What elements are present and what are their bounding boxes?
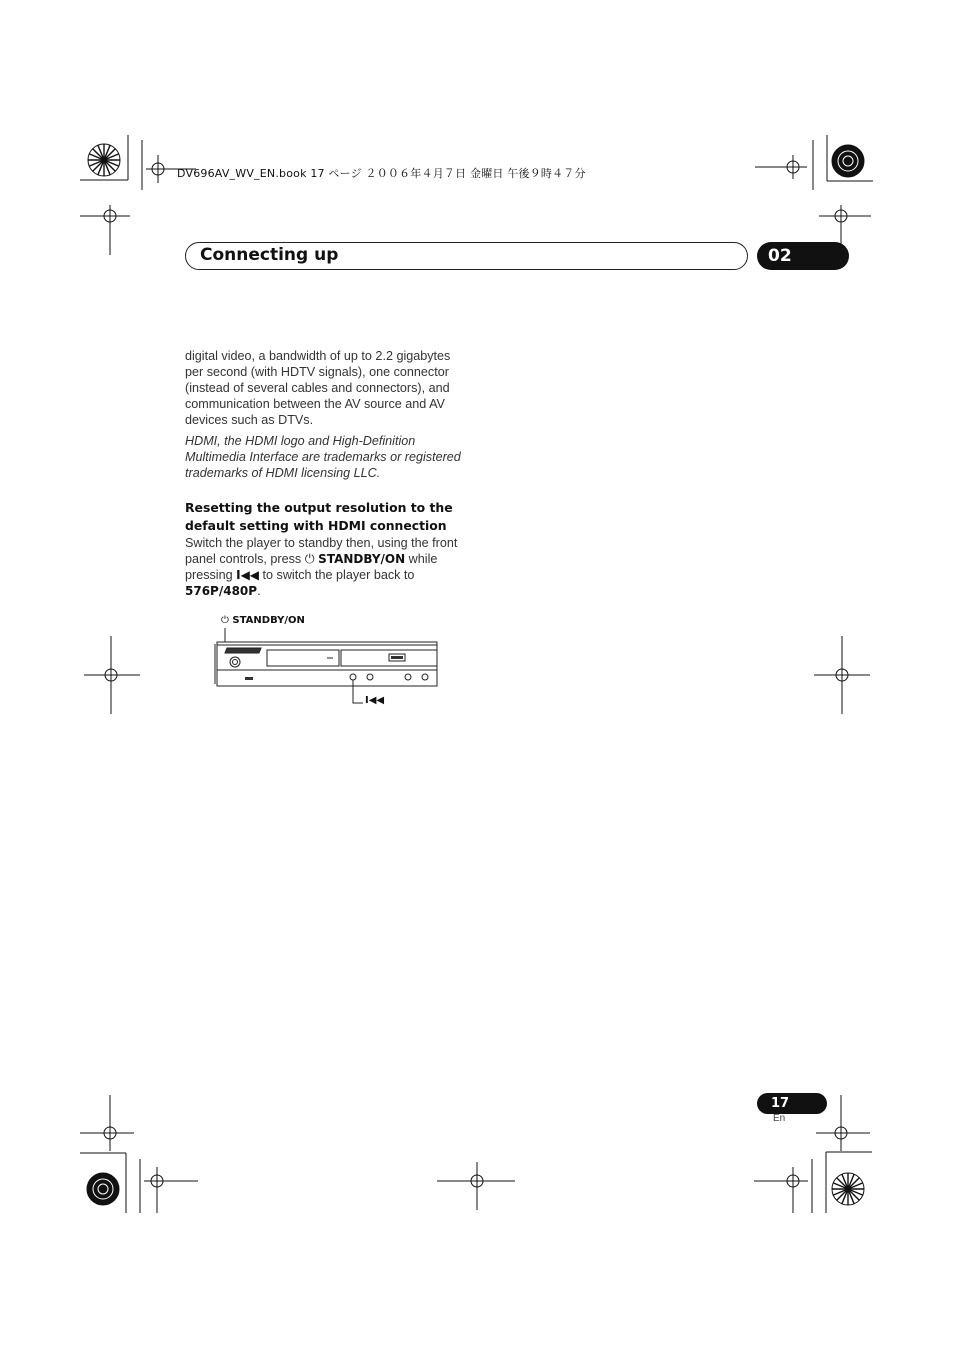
- section-heading: Resetting the output resolution to the default setting with HDMI connection: [185, 500, 453, 533]
- power-icon: ⏻: [304, 551, 315, 566]
- paragraph-trademark-note: HDMI, the HDMI logo and High-Definition Multimedia Interface are trademarks or registered trademarks of HDMI licensing LLC.: [185, 434, 461, 480]
- registration-crosshair-bottom-center: [437, 1162, 517, 1212]
- instruction-text-2: while pressing: [185, 552, 438, 582]
- page-number: 17: [771, 1096, 790, 1111]
- registration-crosshair-mid-right: [814, 636, 870, 714]
- instruction-text-1: Switch the player to standby then, using the front panel controls, press: [185, 536, 458, 566]
- language-code: En: [773, 1113, 786, 1124]
- figure-standby-label: STANDBY/ON: [232, 615, 305, 626]
- power-icon: ⏻: [221, 615, 229, 626]
- chapter-title-bar: [185, 242, 748, 270]
- instruction-standby-label: STANDBY/ON: [318, 552, 406, 566]
- instruction-resolution: 576P/480P: [185, 584, 258, 598]
- instruction-text-3: to switch the player back to: [259, 568, 415, 582]
- figure-previous-button-label: I◀◀: [365, 695, 385, 706]
- registration-crosshair-mid-left: [84, 636, 140, 714]
- page-number-tab: [757, 1093, 827, 1114]
- instruction-text-4: .: [257, 584, 261, 598]
- chapter-number: 02: [768, 246, 792, 266]
- paragraph-instruction: [185, 535, 465, 599]
- previous-track-icon: I◀◀: [236, 568, 260, 582]
- paragraph-hdmi-description: digital video, a bandwidth of up to 2.2 gigabytes per second (with HDTV signals), one connector (instead of several cables and connectors), and communication between the AV source and AV devices such as DTVs.: [185, 349, 451, 427]
- registration-mark-top-left: [80, 135, 180, 260]
- chapter-number-tab: [757, 242, 849, 270]
- file-header: DV696AV_WV_EN.book 17 ページ ２００６年４月７日 金曜日 午後９時４７分: [177, 167, 586, 180]
- chapter-title: Connecting up: [200, 245, 339, 265]
- dvd-player-front-panel: [205, 624, 445, 714]
- registration-mark-bottom-left: [80, 1095, 200, 1215]
